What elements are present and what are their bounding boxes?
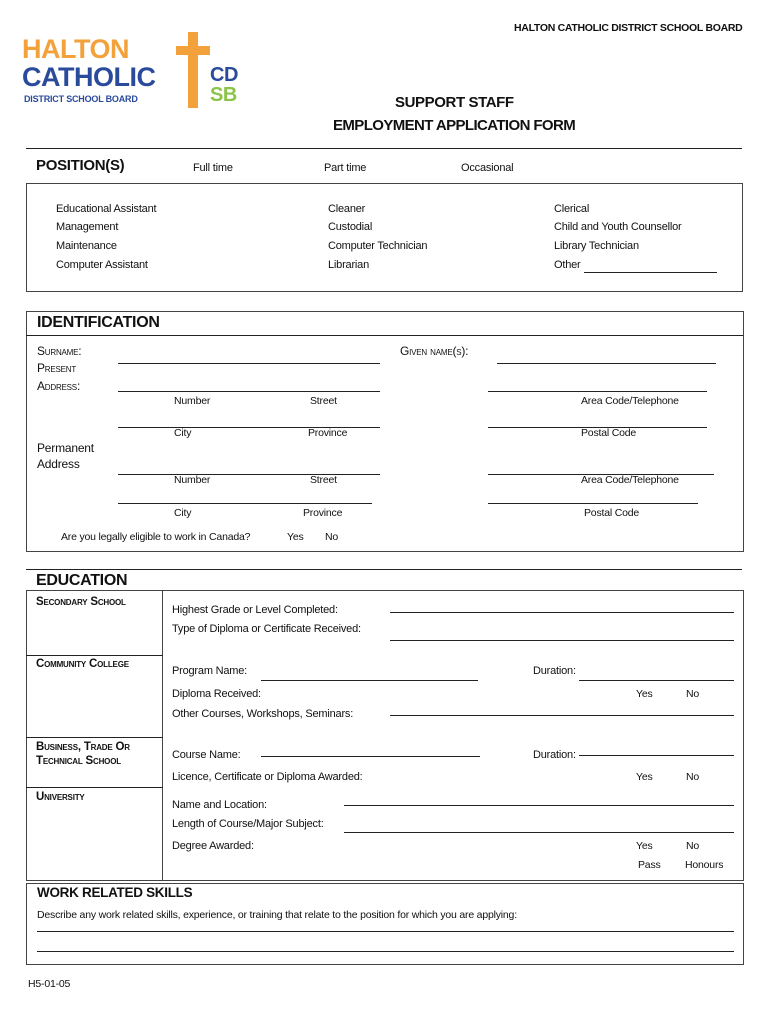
identification-heading: IDENTIFICATION bbox=[37, 314, 160, 331]
cross-icon bbox=[176, 32, 210, 108]
postal-code-caption: Postal Code bbox=[581, 427, 637, 439]
eligible-no-option[interactable]: No bbox=[325, 531, 339, 543]
course-name-input[interactable] bbox=[261, 742, 480, 757]
logo-line3: DISTRICT SCHOOL BOARD bbox=[24, 94, 138, 104]
skills-prompt: Describe any work related skills, experience, or training that relate to the position for which you are applying: bbox=[37, 909, 517, 921]
skills-input-line2[interactable] bbox=[37, 937, 734, 952]
licence-yes-option[interactable]: Yes bbox=[636, 771, 653, 783]
secondary-school-label: Secondary School bbox=[36, 596, 126, 608]
name-location-input[interactable] bbox=[344, 791, 734, 806]
board-name: HALTON CATHOLIC DISTRICT SCHOOL BOARD bbox=[514, 22, 743, 34]
business-school-label: Business, Trade Or bbox=[36, 741, 130, 753]
position-item[interactable]: Librarian bbox=[328, 259, 370, 271]
logo-line2: CATHOLIC bbox=[22, 62, 156, 92]
street-caption: Street bbox=[310, 395, 337, 407]
university-label: University bbox=[36, 791, 85, 803]
community-college-label: Community College bbox=[36, 658, 129, 670]
position-item[interactable]: Child and Youth Counsellor bbox=[554, 221, 682, 233]
permanent-label: Permanent bbox=[37, 441, 94, 455]
number-caption: Number bbox=[174, 474, 211, 486]
position-item[interactable]: Computer Technician bbox=[328, 240, 428, 252]
college-duration-input[interactable] bbox=[579, 666, 734, 681]
form-title-line2: EMPLOYMENT APPLICATION FORM bbox=[333, 117, 576, 134]
position-item[interactable]: Educational Assistant bbox=[56, 203, 157, 215]
business-duration-label: Duration: bbox=[533, 749, 576, 761]
diploma-received-label: Diploma Received: bbox=[172, 688, 261, 700]
positions-heading: POSITION(S) bbox=[36, 157, 125, 174]
logo bbox=[22, 32, 242, 112]
course-length-label: Length of Course/Major Subject: bbox=[172, 818, 324, 830]
permanent-postal-input[interactable] bbox=[488, 489, 698, 504]
street-caption: Street bbox=[310, 474, 337, 486]
college-duration-label: Duration: bbox=[533, 665, 576, 677]
skills-heading: WORK RELATED SKILLS bbox=[37, 885, 193, 900]
permanent-telephone-input[interactable] bbox=[488, 460, 714, 475]
diploma-type-label: Type of Diploma or Certificate Received: bbox=[172, 623, 361, 635]
diploma-yes-option[interactable]: Yes bbox=[636, 688, 653, 700]
province-caption: Province bbox=[303, 507, 343, 519]
eligible-yes-option[interactable]: Yes bbox=[287, 531, 304, 543]
position-item[interactable]: Computer Assistant bbox=[56, 259, 148, 271]
form-title-line1: SUPPORT STAFF bbox=[395, 94, 514, 111]
present-telephone-input[interactable] bbox=[488, 377, 707, 392]
degree-yes-option[interactable]: Yes bbox=[636, 840, 653, 852]
given-names-input[interactable] bbox=[497, 349, 716, 364]
logo-mark-bottom: SB bbox=[210, 84, 237, 106]
other-courses-input[interactable] bbox=[390, 701, 734, 716]
area-code-caption: Area Code/Telephone bbox=[581, 474, 679, 486]
city-caption: City bbox=[174, 427, 192, 439]
degree-awarded-label: Degree Awarded: bbox=[172, 840, 254, 852]
province-caption: Province bbox=[308, 427, 348, 439]
address-label: Address: bbox=[37, 379, 81, 393]
position-item[interactable]: Other bbox=[554, 259, 581, 271]
present-postal-input[interactable] bbox=[488, 413, 707, 428]
other-courses-label: Other Courses, Workshops, Seminars: bbox=[172, 708, 354, 720]
degree-pass-option[interactable]: Pass bbox=[638, 859, 661, 871]
diploma-type-input[interactable] bbox=[390, 626, 734, 641]
surname-label: Surname: bbox=[37, 344, 82, 358]
type-full-time[interactable]: Full time bbox=[193, 162, 233, 174]
number-caption: Number bbox=[174, 395, 211, 407]
city-caption: City bbox=[174, 507, 192, 519]
degree-honours-option[interactable]: Honours bbox=[685, 859, 724, 871]
positions-box bbox=[26, 183, 743, 292]
position-item[interactable]: Maintenance bbox=[56, 240, 117, 252]
business-school-label-2: Technical School bbox=[36, 755, 121, 767]
present-city-input[interactable] bbox=[118, 413, 380, 428]
highest-grade-input[interactable] bbox=[390, 598, 734, 613]
education-heading: EDUCATION bbox=[36, 572, 128, 589]
type-occasional[interactable]: Occasional bbox=[461, 162, 514, 174]
present-label: Present bbox=[37, 361, 77, 375]
course-name-label: Course Name: bbox=[172, 749, 241, 761]
highest-grade-label: Highest Grade or Level Completed: bbox=[172, 604, 338, 616]
permanent-address-label: Address bbox=[37, 457, 80, 471]
business-duration-input[interactable] bbox=[579, 741, 734, 756]
licence-label: Licence, Certificate or Diploma Awarded: bbox=[172, 771, 363, 783]
course-length-input[interactable] bbox=[344, 818, 734, 833]
postal-code-caption: Postal Code bbox=[584, 507, 640, 519]
form-code: H5-01-05 bbox=[28, 978, 71, 990]
degree-no-option[interactable]: No bbox=[686, 840, 700, 852]
position-item[interactable]: Clerical bbox=[554, 203, 590, 215]
permanent-city-input[interactable] bbox=[118, 489, 372, 504]
logo-mark-top: CD bbox=[210, 64, 238, 86]
position-item[interactable]: Library Technician bbox=[554, 240, 639, 252]
other-position-input[interactable] bbox=[584, 258, 717, 273]
position-item[interactable]: Custodial bbox=[328, 221, 373, 233]
permanent-address-input[interactable] bbox=[118, 460, 380, 475]
surname-input[interactable] bbox=[118, 349, 380, 364]
eligible-question: Are you legally eligible to work in Canada? bbox=[61, 531, 251, 543]
logo-line1: HALTON bbox=[22, 34, 129, 64]
program-name-label: Program Name: bbox=[172, 665, 248, 677]
program-name-input[interactable] bbox=[261, 666, 478, 681]
given-names-label: Given name(s): bbox=[400, 344, 469, 358]
area-code-caption: Area Code/Telephone bbox=[581, 395, 679, 407]
diploma-no-option[interactable]: No bbox=[686, 688, 700, 700]
type-part-time[interactable]: Part time bbox=[324, 162, 367, 174]
position-item[interactable]: Management bbox=[56, 221, 119, 233]
position-item[interactable]: Cleaner bbox=[328, 203, 366, 215]
name-location-label: Name and Location: bbox=[172, 799, 267, 811]
licence-no-option[interactable]: No bbox=[686, 771, 700, 783]
skills-input-line1[interactable] bbox=[37, 917, 734, 932]
present-address-input[interactable] bbox=[118, 377, 380, 392]
